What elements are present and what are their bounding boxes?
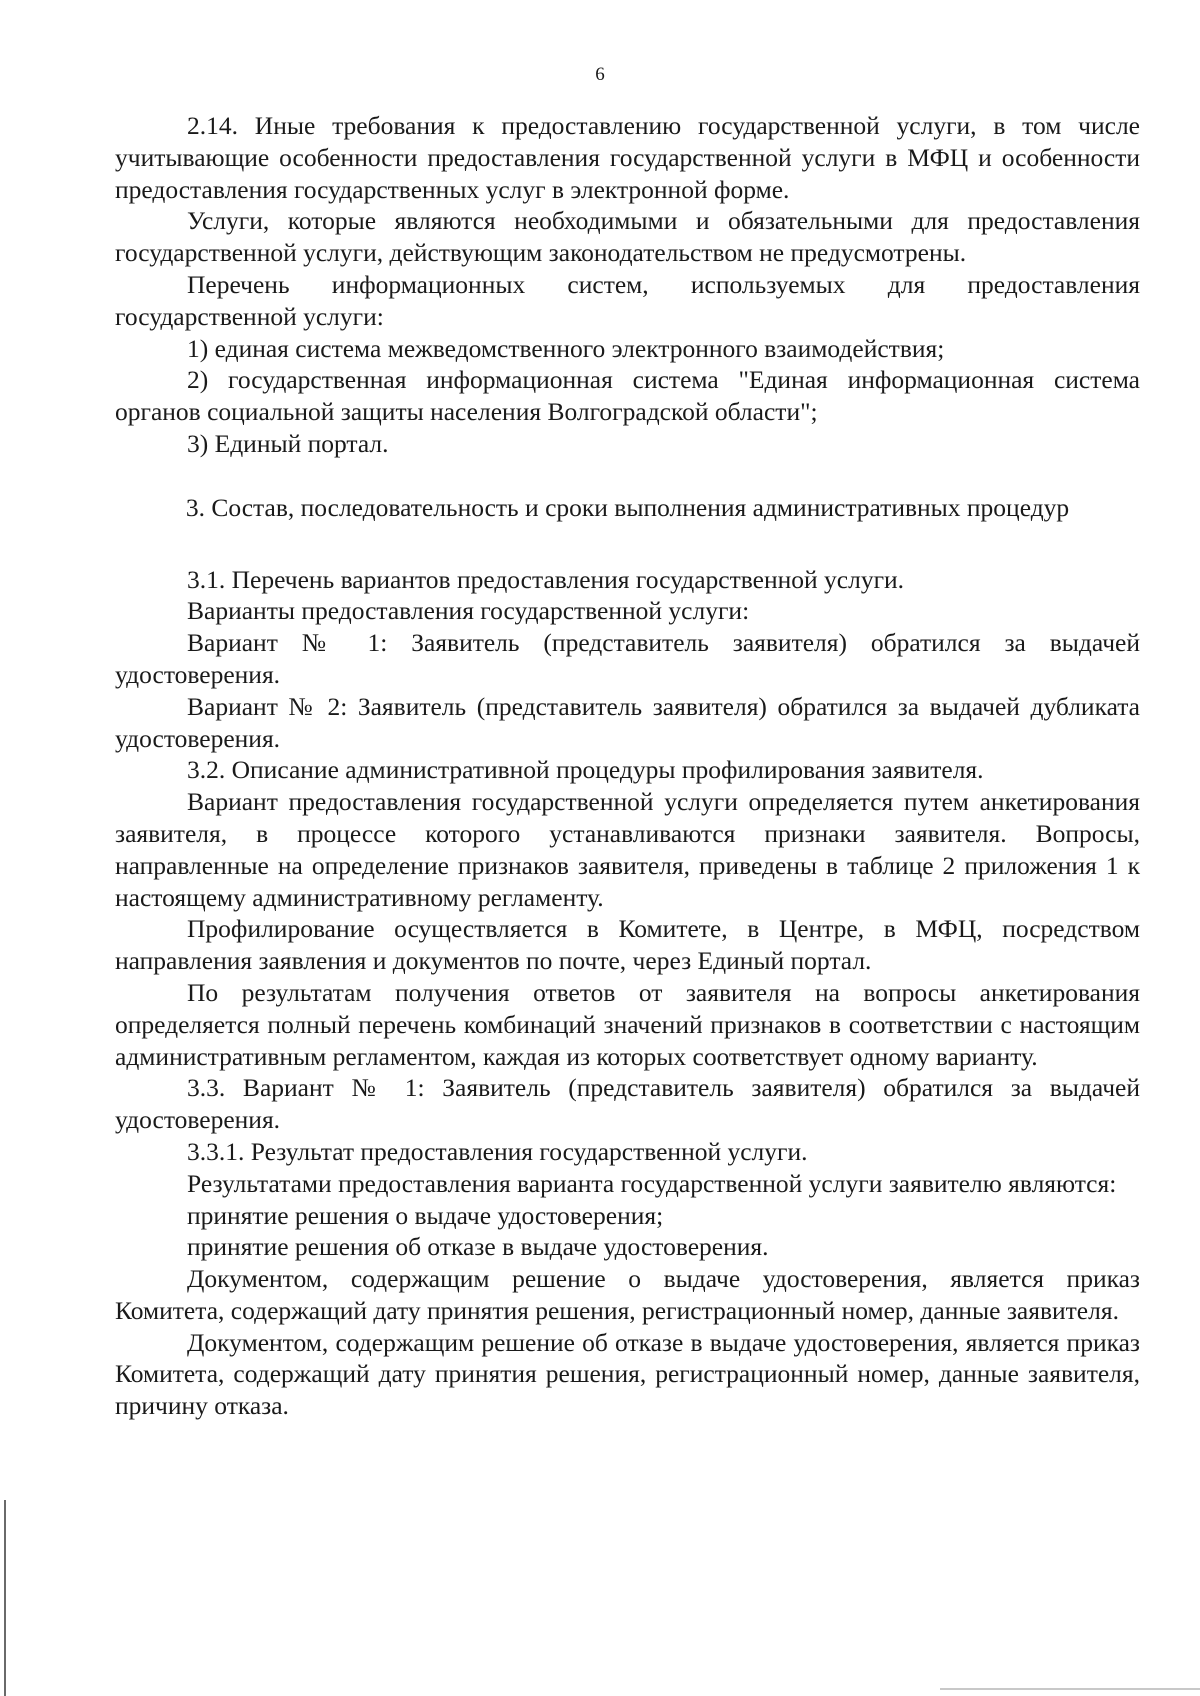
section-heading: 3. Состав, последовательность и сроки выполнения административных процедур bbox=[185, 492, 1070, 522]
paragraph: Услуги, которые являются необходимыми и обязательными для предоставления государственной услуги, действующим законодательством не предусмотрены. bbox=[115, 206, 1140, 268]
paragraph: Варианты предоставления государственной услуги: bbox=[187, 596, 750, 626]
paragraph: Перечень информационных систем, используемых для предоставления государственной услуги: bbox=[115, 269, 1140, 331]
list-item: принятие решения об отказе в выдаче удостоверения. bbox=[187, 1232, 769, 1262]
paragraph: По результатам получения ответов от заявителя на вопросы анкетирования определяется полный перечень комбинаций значений признаков в соответствии с настоящим административным регламентом, каждая из которых соответствует одному варианту. bbox=[115, 977, 1140, 1071]
paragraph: Вариант предоставления государственной услуги определяется путем анкетирования заявителя, в процессе которого устанавливаются признаки заявителя. Вопросы, направленные на определение признаков заявителя, приведены в таблице 2 приложения 1 к настоящему административному регламенту. bbox=[115, 787, 1140, 912]
list-item: 1) единая система межведомственного электронного взаимодействия; bbox=[187, 333, 945, 363]
list-item: 3) Единый портал. bbox=[187, 428, 389, 458]
scan-bottom-edge bbox=[940, 1688, 1200, 1690]
paragraph: Результатами предоставления варианта государственной услуги заявителю являются: bbox=[187, 1168, 1117, 1198]
scan-left-edge bbox=[4, 1500, 6, 1696]
list-item: принятие решения о выдаче удостоверения; bbox=[187, 1200, 664, 1230]
paragraph: 3.2. Описание административной процедуры профилирования заявителя. bbox=[187, 755, 984, 785]
paragraph: 3.3.1. Результат предоставления государственной услуги. bbox=[187, 1136, 808, 1166]
paragraph: 3.1. Перечень вариантов предоставления государственной услуги. bbox=[187, 564, 905, 594]
paragraph: 2.14. Иные требования к предоставлению государственной услуги, в том числе учитывающие особенности предоставления государственной услуги в МФЦ и особенности предоставления государственных услуг в электронной форме. bbox=[115, 111, 1140, 204]
paragraph: Документом, содержащим решение об отказе в выдаче удостоверения, является приказ Комитета, содержащий дату принятия решения, регистрационный номер, данные заявителя, причину отказа. bbox=[115, 1327, 1140, 1421]
paragraph: Документом, содержащим решение о выдаче удостоверения, является приказ Комитета, содержащий дату принятия решения, регистрационный номер, данные заявителя. bbox=[115, 1264, 1140, 1325]
paragraph: Профилирование осуществляется в Комитете, в Центре, в МФЦ, посредством направления заявления и документов по почте, через Единый портал. bbox=[115, 914, 1140, 976]
list-item: 2) государственная информационная система "Единая информационная система органов социальной защиты населения Волгоградской области"; bbox=[115, 365, 1140, 427]
paragraph: Вариант № 2: Заявитель (представитель заявителя) обратился за выдачей дубликата удостоверения. bbox=[115, 691, 1140, 753]
paragraph: 3.3. Вариант № 1: Заявитель (представитель заявителя) обратился за выдачей удостоверения. bbox=[115, 1073, 1140, 1135]
document-body bbox=[115, 110, 1140, 1422]
paragraph: Вариант № 1: Заявитель (представитель заявителя) обратился за выдачей удостоверения. bbox=[115, 628, 1140, 689]
page-number: 6 bbox=[595, 64, 605, 85]
